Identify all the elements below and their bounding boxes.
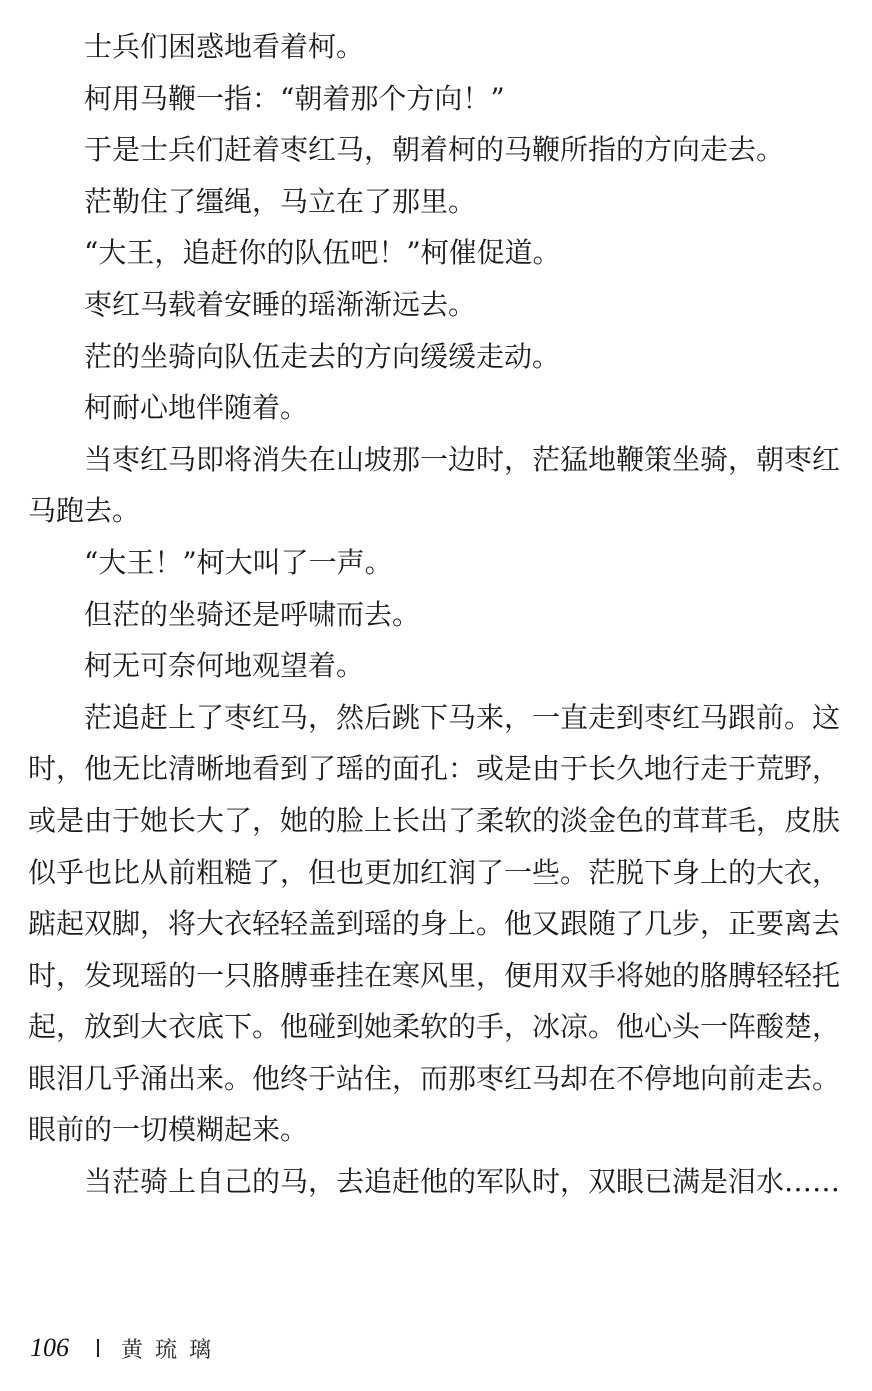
paragraph: 当枣红马即将消失在山坡那一边时，茫猛地鞭策坐骑，朝枣红马跑去。 xyxy=(28,442,841,528)
body-text xyxy=(28,21,840,1208)
paragraph: 枣红马载着安睡的瑶渐渐远去。 xyxy=(84,287,477,321)
footer-divider xyxy=(97,1339,99,1357)
paragraph: 柯用马鞭一指：“朝着那个方向！” xyxy=(84,81,505,115)
paragraph: 当茫骑上自己的马，去追赶他的军队时，双眼已满是泪水…… xyxy=(84,1165,841,1199)
paragraph: “大王，追赶你的队伍吧！”柯催促道。 xyxy=(84,236,561,270)
paragraph: 士兵们困惑地看着柯。 xyxy=(84,30,365,63)
paragraph: 茫追赶上了枣红马，然后跳下马来，一直走到枣红马跟前。这时，他无比清晰地看到了瑶的面孔：或是由于长久地行走于荒野，或是由于她长大了，她的脸上长出了柔软的淡金色的茸茸毛，皮肤似乎也比从前粗糙了，但也更加红润了一些。茫脱下身上的大衣，踮起双脚，将大衣轻轻盖到瑶的身上。他又跟随了几步，正要离去时，发现瑶的一只胳膊垂挂在寒风里，便用双手将她的胳膊轻轻托起，放到大衣底下。他碰到她柔软的手，冰凉。他心头一阵酸楚，眼泪几乎涌出来。他终于站住，而那枣红马却在不停地向前走去。眼前的一切模糊起来。 xyxy=(28,700,841,1147)
page-footer xyxy=(30,1333,223,1363)
author-name: 黄琉璃 xyxy=(121,1336,224,1362)
paragraph: 于是士兵们赶着枣红马，朝着柯的马鞭所指的方向走去。 xyxy=(84,133,785,167)
paragraph: 柯耐心地伴随着。 xyxy=(84,391,309,425)
paragraph: “大王！”柯大叫了一声。 xyxy=(84,545,393,579)
paragraph: 柯无可奈何地观望着。 xyxy=(84,649,365,683)
paragraph: 茫勒住了缰绳，马立在了那里。 xyxy=(84,184,477,218)
paragraph: 但茫的坐骑还是呼啸而去。 xyxy=(84,597,421,631)
paragraph: 茫的坐骑向队伍走去的方向缓缓走动。 xyxy=(84,339,561,373)
page-number: 106 xyxy=(30,1333,69,1362)
